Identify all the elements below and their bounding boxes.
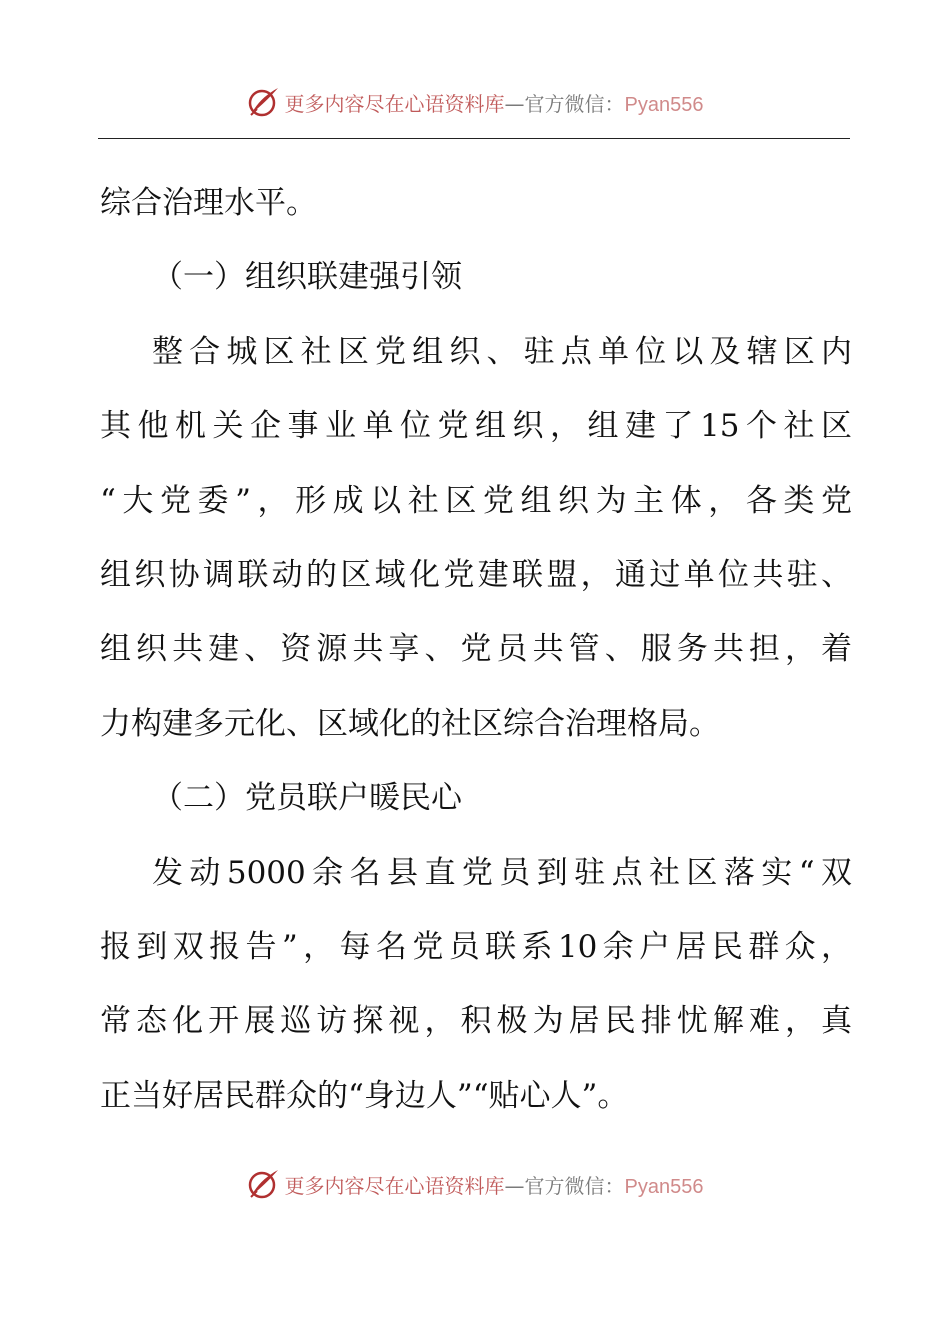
body-line: 力构建多元化、区域化的社区综合治理格局。: [100, 705, 720, 742]
section-heading: （一）组织联建强引领: [152, 259, 462, 296]
body-line: 其他机关企事业单位党组织，组建了15个社区: [100, 408, 852, 445]
body-line: 常态化开展巡访探视，积极为居民排忧解难，真: [100, 1003, 852, 1040]
header-wechat-label: —官方微信：: [504, 91, 625, 116]
body-line: 正当好居民群众的“身边人”“贴心人”。: [100, 1077, 629, 1114]
body-line: 组织协调联动的区域化党建联盟，通过单位共驻、: [100, 556, 852, 593]
footer-text: [285, 1170, 704, 1199]
body-line: “大党委”，形成以社区党组织为主体，各类党: [100, 482, 852, 519]
header-wechat-id: Pyan556: [624, 93, 704, 116]
body-line: 组织共建、资源共享、党员共管、服务共担，着: [100, 631, 852, 668]
body-line: 整合城区社区党组织、驻点单位以及辖区内: [152, 333, 852, 370]
header-banner: [0, 82, 950, 122]
body-line: 综合治理水平。: [100, 185, 317, 221]
body-line: 报到双报告”，每名党员联系10余户居民群众，: [100, 928, 852, 965]
quill-logo-icon: [247, 85, 281, 119]
quill-logo-icon: [247, 1167, 281, 1201]
footer-wechat-id: Pyan556: [624, 1175, 704, 1198]
footer-site-text: 更多内容尽在心语资料库: [284, 1173, 505, 1198]
document-body: [100, 166, 852, 1133]
section-heading: （二）党员联户暖民心: [152, 780, 462, 817]
body-line: 发动5000余名县直党员到驻点社区落实“双: [152, 854, 852, 891]
footer-banner: [0, 1164, 950, 1204]
header-text: [285, 88, 704, 117]
header-divider: [98, 138, 850, 139]
header-site-text: 更多内容尽在心语资料库: [284, 91, 505, 116]
footer-wechat-label: —官方微信：: [504, 1173, 625, 1198]
